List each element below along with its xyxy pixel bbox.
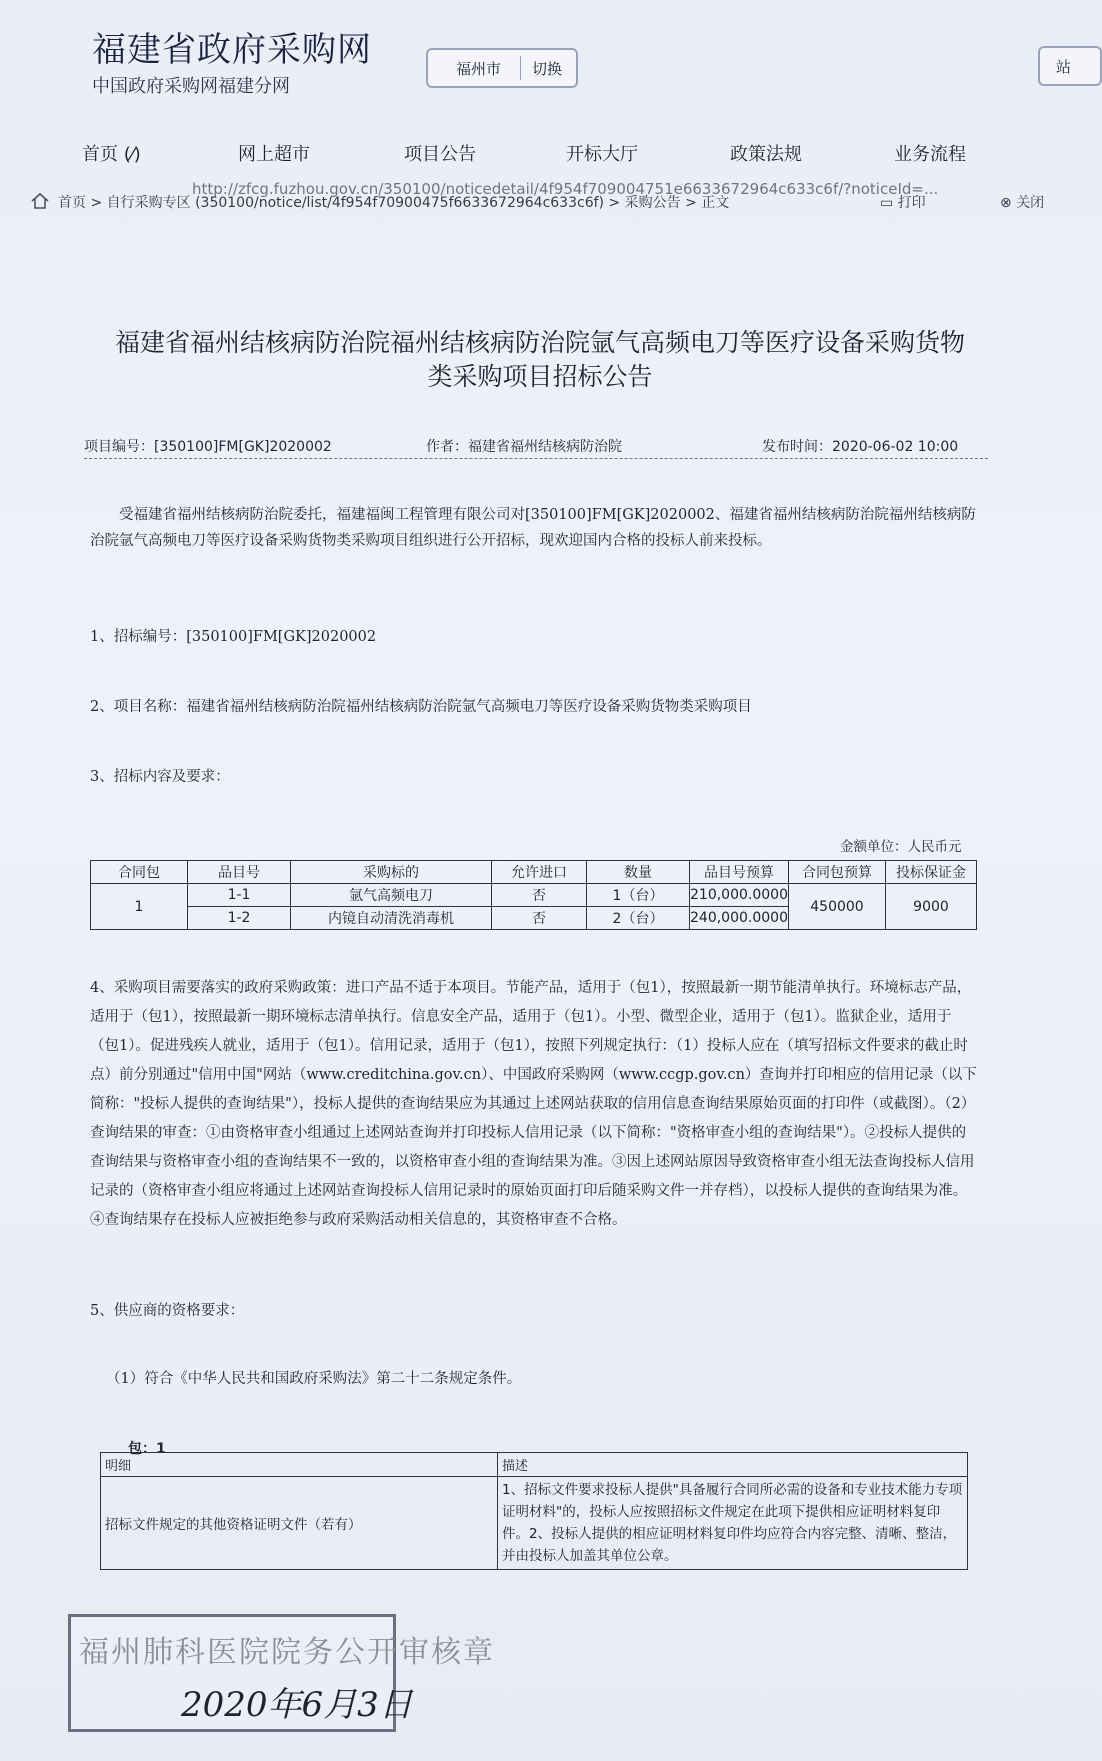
- approval-stamp: [68, 1614, 495, 1732]
- section-5: 5、供应商的资格要求：: [90, 1303, 245, 1319]
- stamp-text: 福州肺科医院院务公开审核章: [79, 1635, 495, 1670]
- close-label: 关闭: [1016, 195, 1045, 211]
- table-header: 投标保证金: [886, 861, 977, 884]
- printer-icon: ▭: [880, 195, 898, 211]
- switch-city-button[interactable]: 切换: [532, 60, 563, 78]
- budget-cell: 240,000.0000: [690, 907, 789, 930]
- nav-mall[interactable]: 网上超市: [238, 144, 310, 165]
- package-label: 包：1: [128, 1441, 166, 1457]
- quantity-cell: 1（台）: [587, 884, 690, 907]
- package-cell: 1: [91, 884, 188, 930]
- title-line-2: 类采购项目招标公告: [427, 362, 653, 391]
- table-header: 采购标的: [291, 861, 492, 884]
- table-row: [91, 884, 977, 907]
- table-header: 描述: [498, 1453, 968, 1477]
- city-label: 福州市: [456, 60, 502, 78]
- print-button[interactable]: [880, 192, 926, 212]
- qualification-name-cell: 招标文件规定的其他资格证明文件（若有）: [101, 1477, 498, 1570]
- item-no-cell: 1-1: [188, 884, 291, 907]
- table-header: 合同包: [91, 861, 188, 884]
- home-small-icon: (⁄): [123, 144, 141, 165]
- divider: [520, 56, 521, 80]
- table-header: 品目号: [188, 861, 291, 884]
- deposit-cell: 9000: [886, 884, 977, 930]
- site-subtitle: 中国政府采购网福建分网: [92, 76, 290, 97]
- qualification-desc-cell: 1、招标文件要求投标人提供"具备履行合同所必需的设备和专业技术能力专项证明材料"的，投标人应按照招标文件规定在此项下提供相应证明材料复印件。2、投标人提供的相应证明材料复印件均应符合内容完整、清晰、整洁，并由投标人加盖其单位公章。: [498, 1477, 968, 1570]
- table-header: 品目号预算: [690, 861, 789, 884]
- nav-policy[interactable]: 政策法规: [730, 144, 802, 165]
- breadcrumb[interactable]: 首页 > 自行采购专区 (350100/notice/list/4f954f70900475f6633672964c633c6f) > 采购公告 > 正文: [58, 195, 730, 211]
- table-header-row: [91, 861, 977, 884]
- table-header: 合同包预算: [789, 861, 886, 884]
- intro-paragraph: 受福建省福州结核病防治院委托，福建福闽工程管理有限公司对[350100]FM[GK]2020002、福建省福州结核病防治院福州结核病防治院氩气高频电刀等医疗设备采购货物类采购项目组织进行公开招标，现欢迎国内合格的投标人前来投标。: [90, 507, 976, 549]
- table-header: 明细: [101, 1453, 498, 1477]
- table-header: 数量: [587, 861, 690, 884]
- qualification-table: [100, 1452, 968, 1570]
- budget-cell: 210,000.0000: [690, 884, 789, 907]
- stamp-date: 2020年6月3日: [181, 1685, 413, 1725]
- section-2: 2、项目名称：福建省福州结核病防治院福州结核病防治院氩气高频电刀等医疗设备采购货物类采购项目: [90, 699, 752, 715]
- publish-time: 发布时间：2020-06-02 10:00: [762, 439, 959, 455]
- section-4: 4、采购项目需要落实的政府采购政策：进口产品不适于本项目。节能产品，适用于（包1），按照最新一期节能清单执行。环境标志产品，适用于（包1），按照最新一期环境标志清单执行。信息安全产品，适用于（包1）。小型、微型企业，适用于（包1）。监狱企业，适用于（包1）。促进残疾人就业，适用于（包1）。信用记录，适用于（包1），按照下列规定执行：（1）投标人应在（填写招标文件要求的截止时点）前分别通过"信用中国"网站（www.creditchina.gov.cn）、中国政府采购网（www.ccgp.gov.cn）查询并打印相应的信用记录（以下简称："投标人提供的查询结果"），投标人提供的查询结果应为其通过上述网站获取的信用信息查询结果原始页面的打印件（或截图）。（2）查询结果的审查：①由资格审查小组通过上述网站查询并打印投标人信用记录（以下简称："资格审查小组的查询结果"）。②投标人提供的查询结果与资格审查小组的查询结果不一致的，以资格审查小组的查询结果为准。③因上述网站原因导致资格审查小组无法查询投标人信用记录的（资格审查小组应将通过上述网站查询投标人信用记录时的原始页面打印后随采购文件一并存档），以投标人提供的查询结果为准。④查询结果存在投标人应被拒绝参与政府采购活动相关信息的，其资格审查不合格。: [90, 980, 977, 1228]
- package-budget-cell: 450000: [789, 884, 886, 930]
- url-overlay: http://zfcg.fuzhou.gov.cn/350100/noticedetail/4f954f709004751e6633672964c633c6f/?noticeId=...: [192, 180, 939, 198]
- nav-home[interactable]: [82, 140, 141, 166]
- item-no-cell: 1-2: [188, 907, 291, 930]
- section-1: 1、招标编号：[350100]FM[GK]2020002: [90, 629, 377, 645]
- nav-process[interactable]: 业务流程: [894, 144, 966, 165]
- home-icon[interactable]: [30, 192, 50, 210]
- section-3: 3、招标内容及要求：: [90, 769, 230, 785]
- table-header-row: [101, 1453, 968, 1477]
- item-name-cell: 内镜自动清洗消毒机: [291, 907, 492, 930]
- close-icon: ⊗: [1000, 195, 1017, 211]
- table-header: 允许进口: [492, 861, 587, 884]
- import-cell: 否: [492, 907, 587, 930]
- bid-items-table: [90, 860, 977, 930]
- print-label: 打印: [897, 195, 926, 211]
- site-nav-label: 站: [1056, 58, 1072, 76]
- nav-bid-hall[interactable]: 开标大厅: [566, 144, 638, 165]
- city-switcher[interactable]: [426, 48, 578, 88]
- item-name-cell: 氩气高频电刀: [291, 884, 492, 907]
- site-title[interactable]: 福建省政府采购网: [92, 30, 372, 70]
- close-button[interactable]: [1000, 192, 1044, 212]
- site-nav-button[interactable]: [1038, 46, 1102, 86]
- author: 作者：福建省福州结核病防治院: [426, 439, 622, 455]
- import-cell: 否: [492, 884, 587, 907]
- quantity-cell: 2（台）: [587, 907, 690, 930]
- title-line-1: 福建省福州结核病防治院福州结核病防治院氩气高频电刀等医疗设备采购货物: [114, 328, 965, 357]
- project-number: 项目编号：[350100]FM[GK]2020002: [84, 439, 332, 455]
- currency-unit: 金额单位：人民币元: [840, 839, 962, 855]
- nav-home-label: 首页: [82, 144, 118, 165]
- nav-notices[interactable]: 项目公告: [404, 144, 476, 165]
- section-5-item-1: （1）符合《中华人民共和国政府采购法》第二十二条规定条件。: [106, 1371, 522, 1387]
- document-title: [80, 326, 1000, 394]
- table-row: [101, 1477, 968, 1570]
- meta-divider: [84, 458, 988, 459]
